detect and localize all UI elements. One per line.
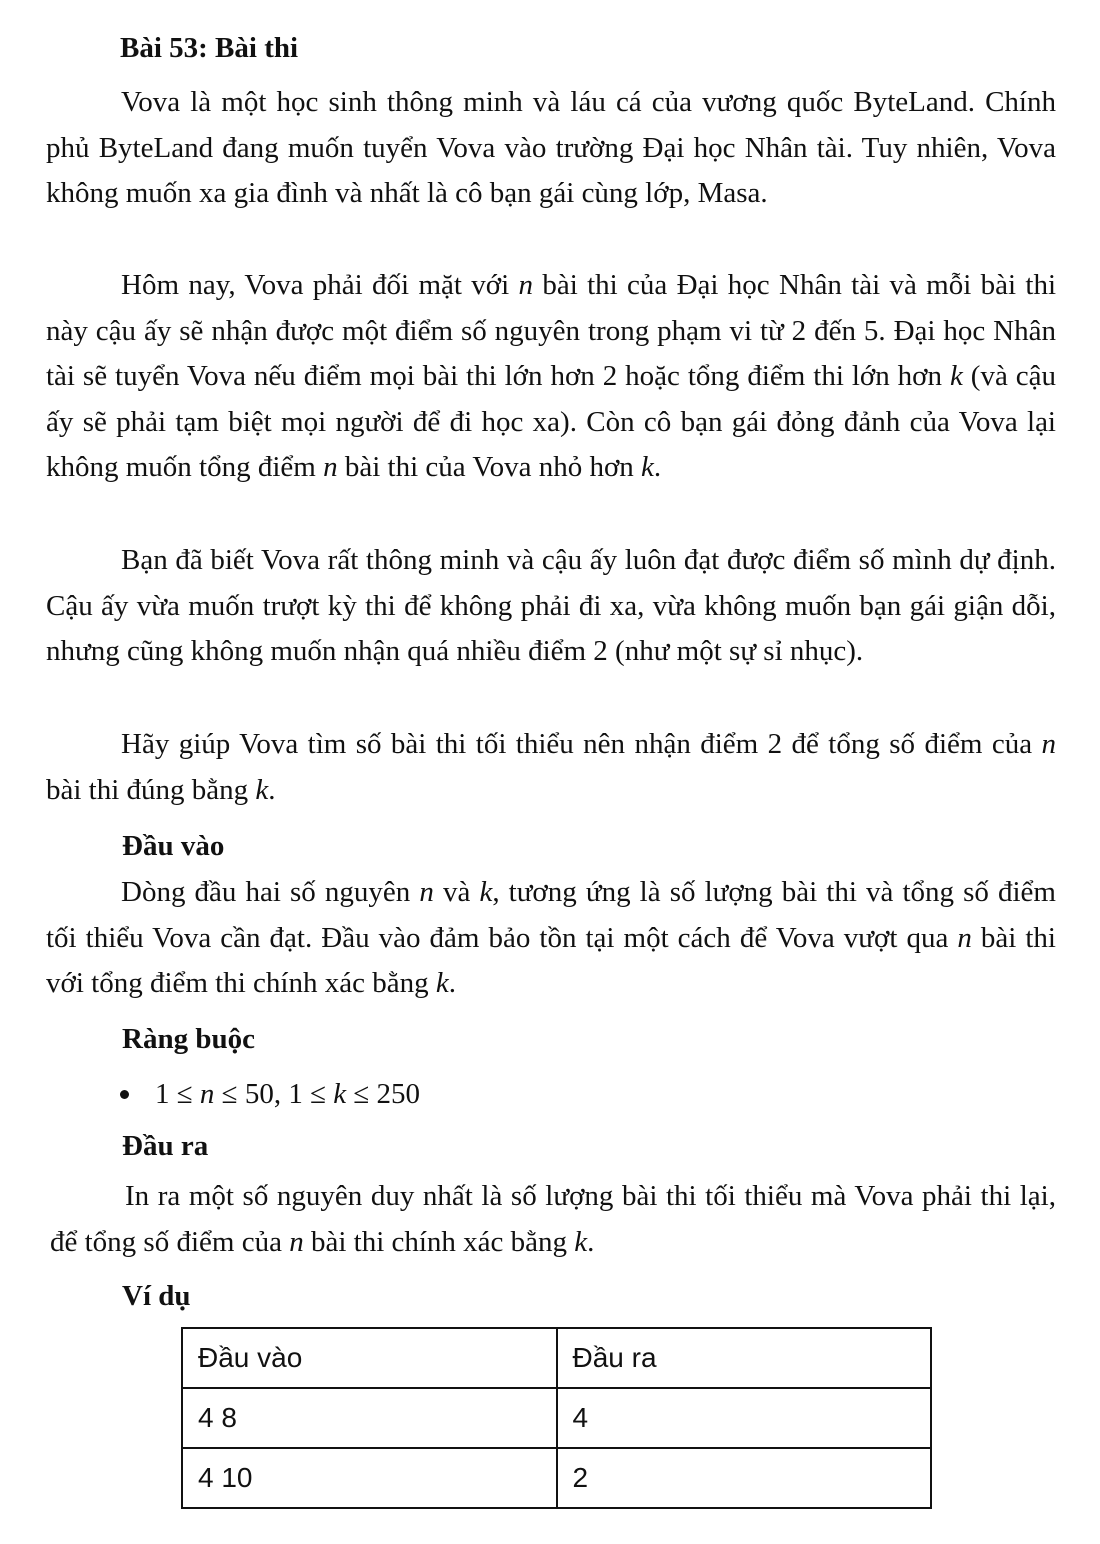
example-table — [181, 1327, 932, 1509]
table-header-cell: Đầu ra — [557, 1328, 932, 1388]
var-k: k — [435, 967, 449, 999]
var-n: n — [419, 876, 434, 908]
text-run: Dòng đầu hai số nguyên — [121, 876, 420, 908]
exam-rules-paragraph — [46, 263, 1056, 491]
text-run: Hãy giúp Vova tìm số bài thi tối thiểu nên nhận điểm 2 để tổng số điểm của — [121, 728, 1042, 760]
table-cell: 4 8 — [182, 1388, 557, 1448]
table-row — [182, 1388, 931, 1448]
text-run: và — [433, 876, 480, 908]
text-run: In ra một số nguyên duy nhất là số lượng bài thi tối thiểu mà Vova phải thi lại, để tổng số điểm của — [50, 1180, 1056, 1258]
text-run: ≤ 250 — [346, 1078, 421, 1110]
text-run: bài thi với tổng điểm thi chính xác bằng — [46, 921, 1056, 999]
table-cell: 4 — [557, 1388, 932, 1448]
example-heading: Ví dụ — [122, 1280, 191, 1312]
vova-goal-paragraph: Bạn đã biết Vova rất thông minh và cậu ấy luôn đạt được điểm số mình dự định. Cậu ấy vừa muốn trượt kỳ thi để không phải đi xa, vừa không muốn bạn gái giận dỗi, nhưng cũng không muốn nhận quá nhiều điểm 2 (như một sự sỉ nhục). — [46, 544, 1056, 667]
output-description — [50, 1174, 1056, 1265]
var-n: n — [518, 269, 533, 301]
text-run: . — [653, 451, 662, 483]
text-run: Hôm nay, Vova phải đối mặt với — [121, 269, 519, 301]
var-n: n — [957, 921, 972, 954]
bullet-icon — [120, 1090, 129, 1099]
table-row — [182, 1448, 931, 1508]
problem-title: Bài 53: Bài thi — [120, 32, 299, 64]
var-n: n — [199, 1078, 215, 1110]
var-k: k — [255, 773, 269, 806]
table-cell: 4 10 — [182, 1448, 557, 1508]
text-run: (và cậu ấy sẽ phải tạm biệt mọi người để đi học xa). Còn cô bạn gái đỏng đảnh của Vova lại không muốn tổng điểm — [46, 360, 1057, 483]
constraint-item — [120, 1072, 420, 1116]
text-run: . — [587, 1225, 595, 1258]
var-n: n — [1041, 728, 1056, 760]
var-k: k — [949, 360, 963, 392]
var-k: k — [479, 876, 493, 908]
var-k: k — [641, 451, 654, 483]
output-heading: Đầu ra — [122, 1130, 209, 1162]
var-n: n — [323, 451, 338, 483]
text-run: . — [268, 773, 276, 806]
text-run: bài thi của Đại học Nhân tài và mỗi bài thi này cậu ấy sẽ nhận được một điểm số nguyên trong phạm vi từ 2 đến 5. Đại học Nhân tài sẽ tuyển Vova nếu điểm mọi bài thi lớn hơn 2 hoặc tổng điểm thi lớn hơn — [46, 269, 1056, 392]
input-description — [46, 870, 1056, 1007]
var-n: n — [289, 1225, 304, 1258]
table-header-row — [182, 1328, 931, 1388]
var-k: k — [574, 1225, 588, 1258]
constraints-heading: Ràng buộc — [122, 1023, 255, 1055]
text-run: bài thi của Vova nhỏ hơn — [337, 451, 642, 483]
text-run: ≤ 50, 1 ≤ — [214, 1078, 334, 1110]
task-paragraph — [46, 722, 1056, 813]
intro-paragraph: Vova là một học sinh thông minh và láu cá của vương quốc ByteLand. Chính phủ ByteLand đang muốn tuyển Vova vào trường Đại học Nhân tài. Tuy nhiên, Vova không muốn xa gia đình và nhất là cô bạn gái cùng lớp, Masa. — [46, 86, 1056, 209]
input-heading: Đầu vào — [122, 830, 225, 862]
table-header-cell: Đầu vào — [182, 1328, 557, 1388]
table-cell: 2 — [557, 1448, 932, 1508]
text-run: . — [448, 967, 456, 999]
var-k: k — [333, 1078, 347, 1110]
text-run: bài thi đúng bằng — [46, 773, 256, 806]
text-run: , tương ứng là số lượng bài thi và tổng số điểm tối thiểu Vova cần đạt. Đầu vào đảm bảo tồn tại một cách để Vova vượt qua — [46, 876, 1056, 954]
text-run: 1 ≤ — [155, 1078, 200, 1110]
text-run: bài thi chính xác bằng — [303, 1225, 575, 1258]
